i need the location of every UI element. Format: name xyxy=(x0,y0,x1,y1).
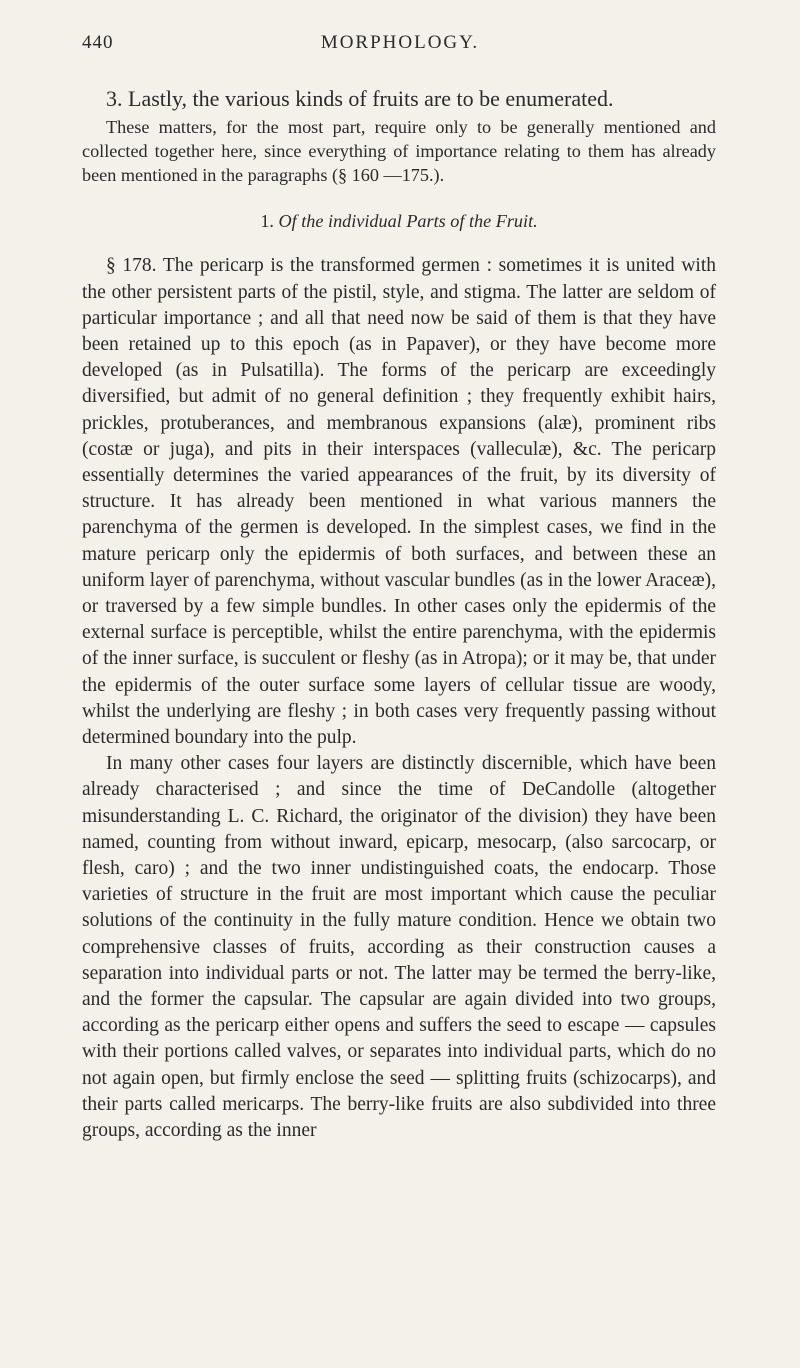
paragraph-178: § 178. The pericarp is the transformed germen : sometimes it is united with the other persistent parts of the pistil, style, and stigma. The latter are seldom of particular importance ; and all that need now be said of them is that they have been retained up to this epoch (as in Papaver), or they have become more developed (as in Pulsatilla). The forms of the pericarp are exceedingly diversified, but admit of no general definition ; they frequently exhibit hairs, prickles, protuberances, and membranous expansions (alæ), prominent ribs (costæ or juga), and pits in their interspaces (valleculæ), &c. The pericarp essentially determines the varied appearances of the fruit, by its diversity of structure. It has already been mentioned in what various manners the parenchyma of the germen is developed. In the simplest cases, we find in the mature pericarp only the epidermis of both surfaces, and between these an uniform layer of parenchyma, without vascular bundles (as in the lower Araceæ), or traversed by a few simple bundles. In other cases only the epidermis of the external surface is perceptible, whilst the entire parenchyma, with the epidermis of the inner surface, is succulent or fleshy (as in Atropa); or it may be, that under the epidermis of the outer surface some layers of cellular tissue are woody, whilst the underlying are fleshy ; in both cases very frequently passing without determined boundary into the pulp. xyxy=(82,255,716,749)
section-heading xyxy=(82,209,716,233)
running-head xyxy=(82,32,718,62)
intro-note: These matters, for the most part, require only to be generally mentioned and collected together here, since everything of importance relating to them has already been mentioned in the paragraphs (§ 160 —175.). xyxy=(82,117,716,185)
section-number: 1. xyxy=(260,211,274,232)
page-content xyxy=(82,84,716,1144)
paragraph-layers: In many other cases four layers are distinctly discernible, which have been already characterised ; and since the time of DeCandolle (altogether misunderstanding L. C. Richard, the originator of the division) they have been named, counting from without inward, epicarp, mesocarp, (also sarcocarp, or flesh, caro) ; and the two inner undistinguished coats, the endocarp. Those varieties of structure in the fruit are most important which cause the peculiar solutions of the continuity in the fully mature condition. Hence we obtain two comprehensive classes of fruits, according as their construction causes a separation into individual parts or not. The latter may be termed the berry-like, and the former the capsular. The capsular are again divided into two groups, according as the pericarp either opens and suffers the seed to escape — capsules with their portions called valves, or separates into individual parts, which do no not again open, but firmly enclose the seed — splitting fruits (schizocarps), and their parts called mericarps. The berry-like fruits are also subdivided into three groups, according as the inner xyxy=(82,753,716,1142)
running-title: MORPHOLOGY. xyxy=(320,32,480,53)
section-title: Of the individual Parts of the Fruit. xyxy=(278,211,538,232)
page-number: 440 xyxy=(82,32,114,53)
item-heading: 3. Lastly, the various kinds of fruits are to be enumerated. xyxy=(106,86,614,111)
